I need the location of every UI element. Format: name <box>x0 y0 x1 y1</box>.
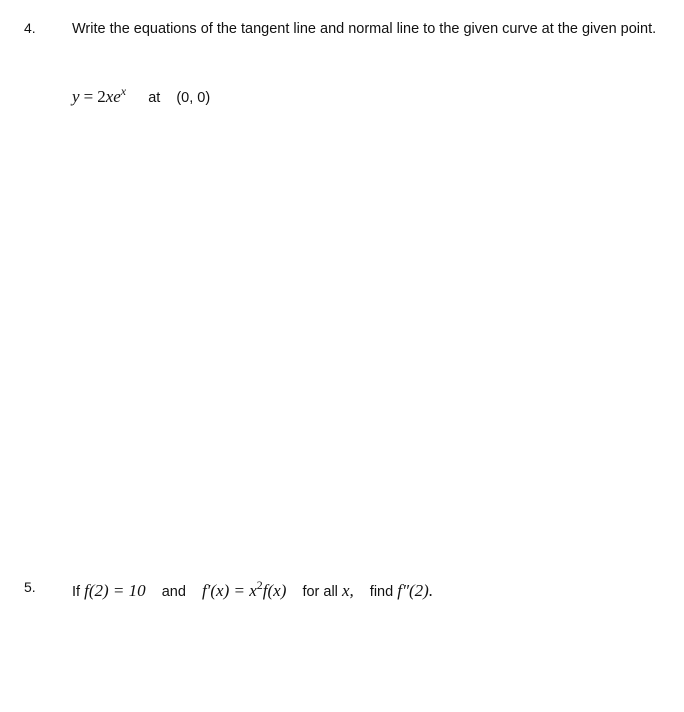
given-2-square: 2 <box>256 578 263 592</box>
target-expression: f″(2). <box>397 581 434 600</box>
eq-equals: = <box>83 87 94 106</box>
eq-y: y <box>72 87 80 106</box>
point-label: (0, 0) <box>176 90 211 106</box>
eq-exponent: x <box>120 84 127 98</box>
problem-4-instruction: Write the equations of the tangent line and normal line to the given curve at the given point. <box>72 21 657 37</box>
problem-4-equation-line <box>72 81 210 108</box>
at-label: at <box>148 90 161 106</box>
given-2-rhs: f(x) <box>262 581 287 600</box>
for-all-label: for all <box>302 584 338 600</box>
eq-e: e <box>113 87 121 106</box>
problem-5-number: 5. <box>24 579 36 595</box>
given-1: f(2) = 10 <box>84 581 146 600</box>
eq-coef: 2 <box>97 87 106 106</box>
given-2-x: x <box>249 581 257 600</box>
given-2-lhs: f′(x) = <box>201 581 250 600</box>
if-label: If <box>72 584 81 600</box>
find-label: find <box>369 584 394 600</box>
problem-5-statement <box>72 575 433 602</box>
for-all-var: x, <box>341 581 354 600</box>
problem-4-number: 4. <box>24 20 36 36</box>
and-label: and <box>161 584 186 600</box>
eq-x: x <box>105 87 114 106</box>
